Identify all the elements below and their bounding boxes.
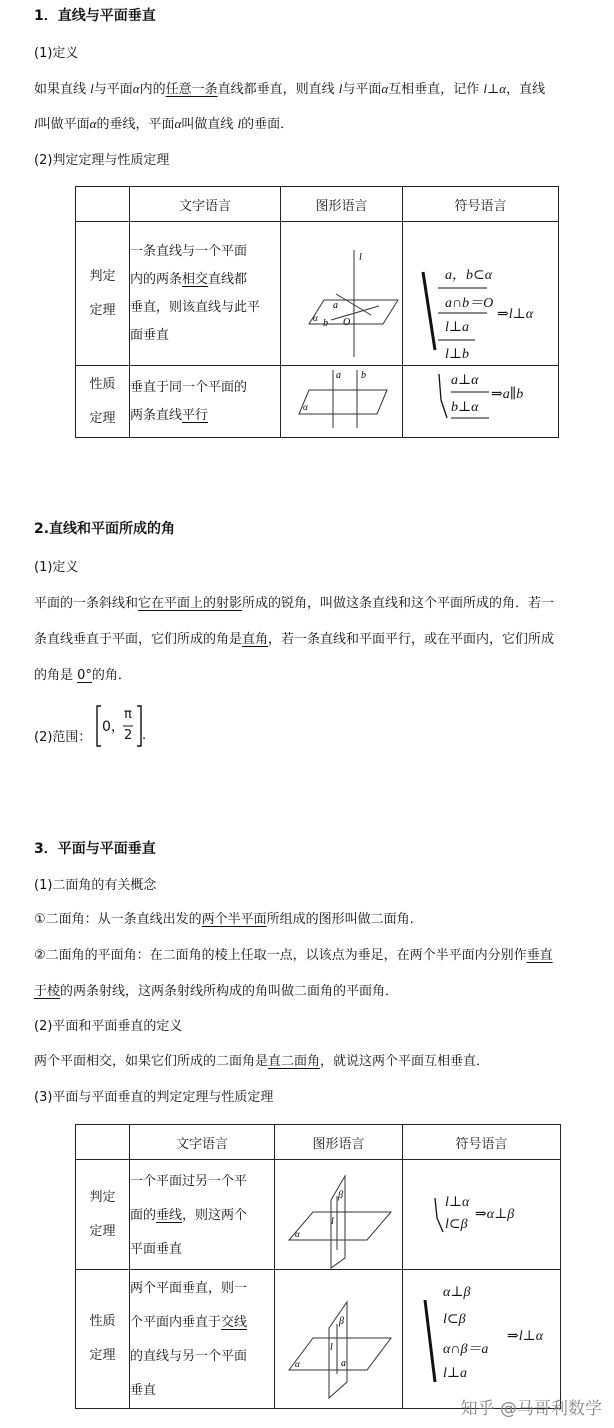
section2-title: 2.直线和平面所成的角	[34, 521, 176, 537]
symbol-a-cap-b: a∩b＝O	[445, 296, 494, 311]
section1-def-line2: l叫做平面α的垂线，平面α叫做直线 l的垂面．	[34, 116, 294, 132]
parallel-lines-perp-plane-diagram	[281, 366, 403, 438]
svg-text:α: α	[295, 1229, 300, 1239]
svg-text:β: β	[339, 1316, 344, 1327]
angle-range-interval: 0， π 2 .	[95, 704, 147, 748]
property-text: 垂直于同一个平面的 两条直线平行	[130, 366, 281, 438]
svg-text:b: b	[323, 318, 328, 329]
header-symbol-language: 符号语言	[403, 1125, 561, 1160]
plane-criterion-text: 一个平面过另一个平 面的垂线，则这两个 平面垂直	[130, 1160, 275, 1270]
svg-text:l: l	[331, 1216, 334, 1227]
section3-concept-line1: ①二面角：从一条直线出发的两个半平面所组成的图形叫做二面角.	[34, 912, 414, 927]
symbol-l-perp-a: l⊥a	[445, 320, 470, 335]
svg-text:a: a	[333, 300, 338, 311]
svg-text:α: α	[313, 313, 318, 323]
symbol-a-perp-alpha: a⊥α	[451, 373, 479, 388]
criterion-text: 一条直线与一个平面 内的两条相交直线都 垂直，则该直线与此平 面垂直	[130, 222, 281, 366]
row-label-property: 性质 定理	[76, 1270, 130, 1409]
header-symbol-language: 符号语言	[403, 187, 559, 222]
symbol-l-perp-alpha: l⊥α	[445, 1195, 470, 1210]
svg-text:b: b	[361, 370, 366, 381]
criterion-symbols	[403, 222, 559, 366]
symbol-l-perp-b: l⊥b	[445, 347, 470, 362]
symbol-a-b-in-alpha: a，b⊂α	[445, 268, 493, 283]
svg-text:O: O	[343, 317, 351, 328]
header-blank	[76, 1125, 130, 1160]
section3-theorem-heading: (3)平面与平面垂直的判定定理与性质定理	[34, 1090, 274, 1105]
row-label-criterion: 判定 定理	[76, 1160, 130, 1270]
plane-property-text: 两个平面垂直，则一 个平面内垂直于交线 的直线与另一个平面 垂直	[130, 1270, 275, 1409]
symbol-a-parallel-b: ⇒a∥b	[491, 387, 524, 402]
property-figure	[281, 366, 403, 438]
section2-def-line1: 平面的一条斜线和它在平面上的射影所成的锐角，叫做这条直线和这个平面所成的角．若一	[34, 596, 555, 611]
property-symbols	[403, 366, 559, 438]
watermark: 知乎 @马哥利数学	[460, 1399, 602, 1419]
perpendicular-planes-diagram	[275, 1270, 403, 1408]
plane-perp-plane-diagram	[275, 1160, 403, 1270]
header-blank	[76, 187, 130, 222]
section2-def-heading: (1)定义	[34, 560, 79, 575]
line-perp-plane-diagram	[281, 222, 403, 366]
symbol-b-perp-alpha: b⊥α	[451, 400, 479, 415]
plane-property-symbols	[403, 1270, 561, 1409]
svg-text:α: α	[295, 1359, 300, 1369]
section3-concept-line2: ②二面角的平面角：在二面角的棱上任取一点，以该点为垂足，在两个半平面内分别作垂直	[34, 948, 553, 963]
section3-concept-line3: 于棱的两条射线，这两条射线所构成的角叫做二面角的平面角．	[34, 984, 399, 999]
plane-property-figure	[275, 1270, 403, 1409]
row-label-property: 性质 定理	[76, 366, 130, 438]
svg-text:a: a	[341, 1358, 346, 1369]
svg-text:α: α	[303, 402, 308, 412]
section3-concept-heading: (1)二面角的有关概念	[34, 878, 157, 893]
plane-plane-theorem-table	[75, 1124, 561, 1409]
symbol-alpha-perp-beta: ⇒α⊥β	[475, 1207, 515, 1222]
symbol-l-perp-alpha: ⇒l⊥α	[507, 1329, 544, 1344]
section1-title: 1．直线与平面垂直	[34, 8, 156, 24]
svg-text:β: β	[338, 1190, 343, 1201]
symbol-conclusion: ⇒l⊥α	[497, 307, 534, 322]
header-text-language: 文字语言	[130, 1125, 275, 1160]
header-figure-language: 图形语言	[281, 187, 403, 222]
section2-def-line3: 的角是 0°的角．	[34, 668, 131, 683]
symbol-alpha-perp-beta: α⊥β	[443, 1285, 471, 1300]
section3-title: 3．平面与平面垂直	[34, 841, 156, 857]
svg-text:a: a	[336, 370, 341, 381]
symbol-l-in-beta: l⊂β	[443, 1312, 466, 1327]
criterion-figure	[281, 222, 403, 366]
section2-def-line2: 条直线垂直于平面，它们所成的角是直角，若一条直线和平面平行，或在平面内，它们所成	[34, 632, 555, 647]
plane-criterion-figure	[275, 1160, 403, 1270]
section1-def-line1: 如果直线 l与平面α内的任意一条直线都垂直，则直线 l与平面α互相垂直，记作 l⊥α，直线	[34, 81, 546, 97]
section3-definition-line: 两个平面相交，如果它们所成的二面角是直二面角，就说这两个平面互相垂直．	[34, 1054, 490, 1069]
svg-text:l: l	[330, 1342, 333, 1353]
svg-text:l: l	[359, 252, 362, 263]
row-label-criterion: 判定 定理	[76, 222, 130, 366]
section3-definition-heading: (2)平面和平面垂直的定义	[34, 1019, 183, 1034]
header-figure-language: 图形语言	[275, 1125, 403, 1160]
section1-def-heading: (1)定义	[34, 46, 79, 61]
angle-range-label: (2)范围：	[34, 730, 92, 745]
symbol-alpha-cap-beta: α∩β＝a	[443, 1342, 489, 1357]
symbol-l-in-beta: l⊂β	[445, 1217, 468, 1232]
symbol-l-perp-a: l⊥a	[443, 1366, 468, 1381]
line-plane-theorem-table	[75, 186, 559, 438]
plane-criterion-symbols	[403, 1160, 561, 1270]
section1-theorem-heading: (2)判定定理与性质定理	[34, 153, 170, 168]
header-text-language: 文字语言	[130, 187, 281, 222]
